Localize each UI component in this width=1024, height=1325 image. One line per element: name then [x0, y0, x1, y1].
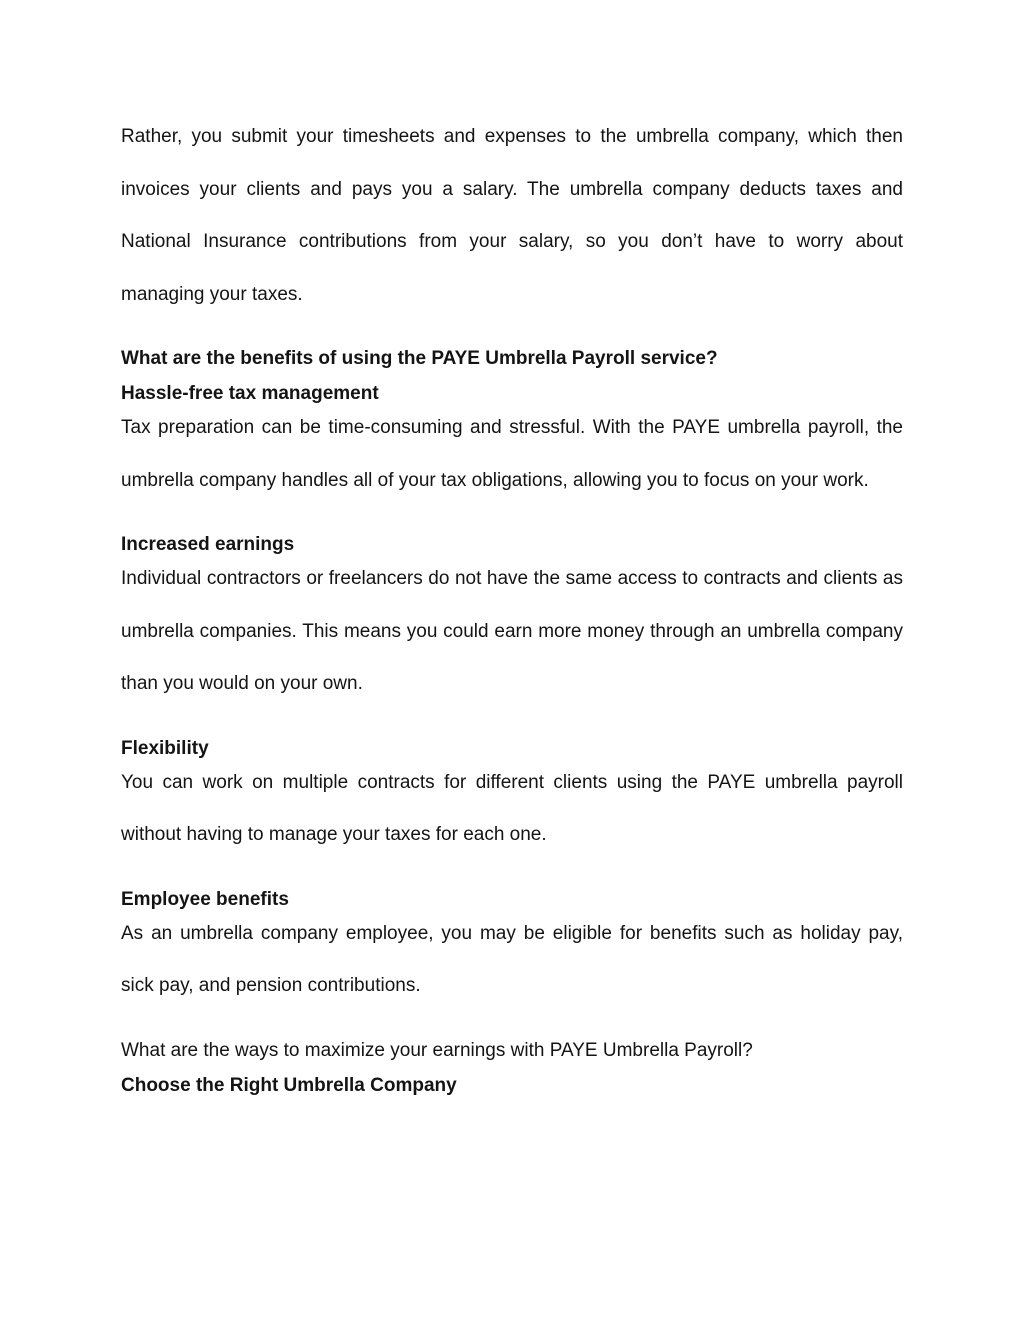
earnings-question: What are the ways to maximize your earnings with PAYE Umbrella Payroll?: [121, 1039, 753, 1061]
section-heading-employee-benefits: Employee benefits: [121, 888, 289, 910]
section-body-increased-earnings: Individual contractors or freelancers do not have the same access to contracts and clients as umbrella companies. This means you could earn more money through an umbrella company than you would on your own.: [121, 568, 903, 694]
benefits-question-heading: What are the benefits of using the PAYE Umbrella Payroll service?: [121, 348, 718, 369]
section-body-employee-benefits: As an umbrella company employee, you may be eligible for benefits such as holiday pay, sick pay, and pension contributions.: [121, 922, 903, 996]
section-heading-tax-management: Hassle-free tax management: [121, 383, 379, 404]
section-heading-flexibility: Flexibility: [121, 737, 209, 759]
section-heading-increased-earnings: Increased earnings: [121, 534, 295, 555]
document-content: [121, 111, 903, 1103]
intro-paragraph: Rather, you submit your timesheets and expenses to the umbrella company, which then invoices your clients and pays you a salary. The umbrella company deducts taxes and National Insurance contributions from your salary, so you don’t have to worry about managing your taxes.: [121, 126, 903, 305]
section-body-tax-management: Tax preparation can be time-consuming and stressful. With the PAYE umbrella payroll, the umbrella company handles all of your tax obligations, allowing you to focus on your work.: [121, 417, 903, 491]
final-heading: Choose the Right Umbrella Company: [121, 1074, 457, 1096]
section-body-flexibility: You can work on multiple contracts for different clients using the PAYE umbrella payroll without having to manage your taxes for each one.: [121, 771, 903, 845]
